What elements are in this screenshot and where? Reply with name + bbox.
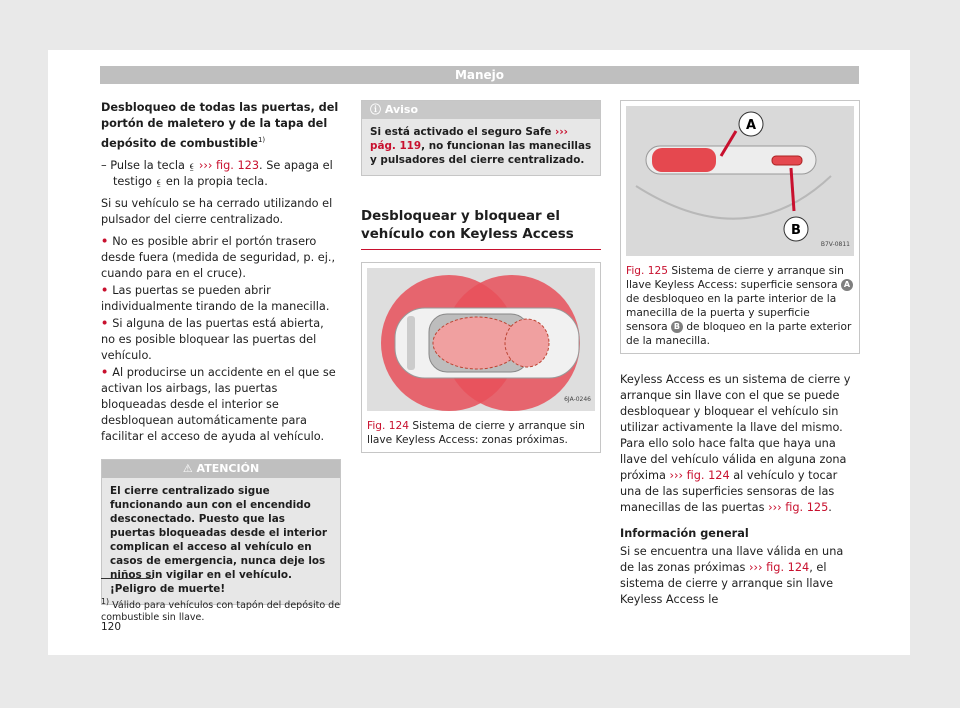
list-item: • Si alguna de las puertas está abierta, no es posible bloquear las puertas del vehículo.: [101, 316, 324, 362]
column-3: [620, 100, 860, 614]
section-title: Desbloquear y bloquear el vehículo con Keyless Access: [361, 209, 574, 242]
subheading: Información general: [620, 527, 749, 540]
body-paragraph-2: Si se encuentra una llave válida en una de las zonas próximas ››› fig. 124, el sistema de cierre y arranque sin llave Keyless Access le: [620, 545, 844, 606]
door-handle-illustration: [626, 106, 854, 256]
figure-124-image: 6JA-0246: [367, 268, 595, 411]
body-paragraph: Keyless Access es un sistema de cierre y arranque sin llave con el que se puede desbloquear y bloquear el vehículo sin utilizar activamente la llave del mismo. Para ello solo hace falta que haya una llave del vehículo válida en alguna zona próxima ››› fig. 124 al vehículo y tocar una de las superficies sensoras de las manecillas de las puertas ››› fig. 125.: [620, 373, 851, 514]
figure-125: [620, 100, 860, 354]
lock-key-icon: ⍷: [188, 158, 196, 172]
fig-123-link[interactable]: ››› fig. 123: [198, 158, 260, 172]
figure-124: [361, 262, 601, 453]
section-title-block: [361, 208, 601, 250]
sensor-b-badge: B: [671, 321, 683, 333]
fig-124-link[interactable]: ››› fig. 124: [669, 469, 730, 482]
fig-125-link[interactable]: ››› fig. 125: [768, 501, 829, 514]
label-b: B: [791, 223, 801, 238]
page-header: Manejo: [100, 66, 859, 84]
figure-125-image: A B B7V-0811: [626, 106, 854, 256]
intro-paragraph: Si su vehículo se ha cerrado utilizando el pulsador del cierre centralizado.: [101, 196, 333, 226]
label-a: A: [745, 118, 757, 133]
sensor-a-badge: A: [841, 279, 853, 291]
footnote: $^{1)}$ Válido para vehículos con tapón del depósito de combustible sin llave.: [101, 597, 341, 624]
step-instruction: – Pulse la tecla ⍷ ››› fig. 123. Se apaga el testigo ⍷ en la propia tecla.: [101, 158, 333, 188]
note-header: ⓘ Aviso: [362, 101, 600, 119]
page-number: 120: [101, 621, 122, 633]
lock-key-icon: ⍷: [155, 174, 163, 188]
list-item: • No es posible abrir el portón trasero desde fuera (medida de seguridad, p. ej., cuando para en el cruce).: [101, 234, 336, 280]
figure-125-caption: Fig. 125 Sistema de cierre y arranque sin llave Keyless Access: superficie sensora A de desbloqueo en la parte interior de la manecilla de la puerta y superficie sensora B de bloqueo en la parte exterior de la manecilla.: [626, 265, 852, 347]
fig-124-link[interactable]: ››› fig. 124: [749, 561, 810, 574]
column-1: [101, 100, 341, 605]
section-heading: Desbloqueo de todas las puertas, del portón de maletero y de la tapa del depósito de combustible$^{1)}$: [101, 101, 339, 150]
warning-text: El cierre centralizado sigue funcionando aun con el encendido desconectado. Puesto que las puertas bloqueadas desde el interior complican el acceso al vehículo en casos de emergencia, nunca deje los niños sin vigilar en el vehículo. ¡Peligro de muerte!: [102, 478, 340, 604]
page-119-link[interactable]: ››› pág. 119: [370, 126, 568, 152]
warning-header: ⚠ ATENCIÓN: [102, 460, 340, 478]
car-zones-illustration: [367, 268, 595, 411]
figure-124-caption: Fig. 124 Sistema de cierre y arranque sin llave Keyless Access: zonas próximas.: [367, 420, 585, 446]
column-2: [361, 100, 601, 453]
list-item: • Al producirse un accidente en el que se activan los airbags, las puertas bloqueadas desde el interior se desbloquean automáticamente para facilitar el acceso de ayuda al vehículo.: [101, 365, 336, 443]
list-item: • Las puertas se pueden abrir individualmente tirando de la manecilla.: [101, 283, 330, 313]
note-text: Si está activado el seguro Safe ››› pág. 119, no funcionan las manecillas y pulsadores del cierre centralizado.: [362, 119, 600, 175]
footnote-rule: [101, 578, 153, 579]
warning-triangle-icon: ⚠: [182, 461, 193, 475]
warning-box: [101, 459, 341, 605]
note-box: [361, 100, 601, 176]
note-icon: ⓘ: [370, 103, 381, 116]
